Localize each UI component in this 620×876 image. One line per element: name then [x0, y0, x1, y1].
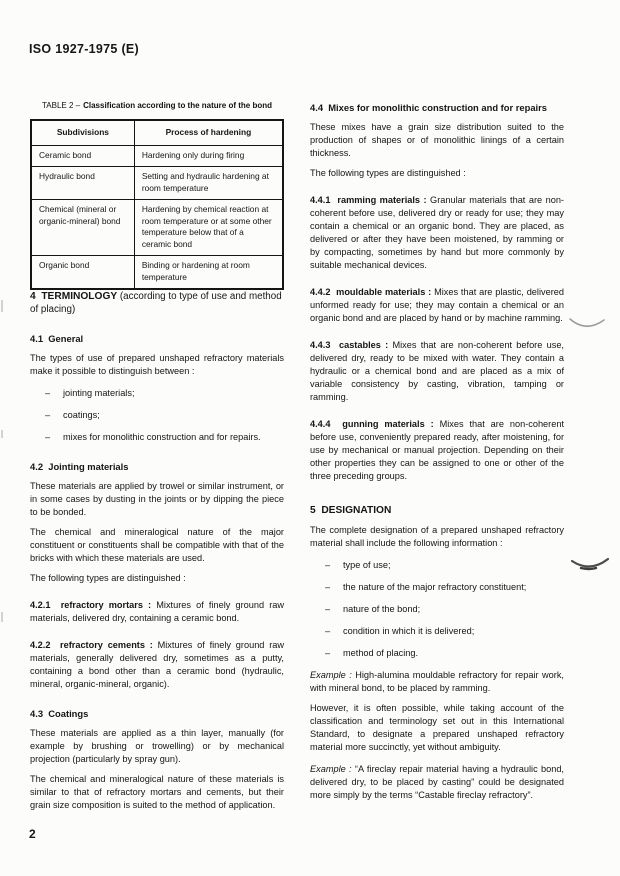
cell-process: Binding or hardening at room temperature [134, 256, 283, 290]
block-lead: 4.2 Jointing materials [30, 461, 129, 472]
list-item-text: method of placing. [343, 648, 419, 658]
table-header-subdivisions: Subdivisions [31, 120, 134, 145]
term-definition: 4.4.4 gunning materials : Mixes that are non-coherent before use, conveniently prepared ready, after moistening, for use by mechanical or manual projection. Depending on their other properties they can be assigned to one or other of the three preceding groups. [310, 419, 565, 481]
left-column [30, 99, 284, 812]
example-paragraph: Example : High-alumina mouldable refractory for repair work, with mineral bond, to be placed by ramming. [310, 670, 564, 693]
paragraph: The chemical and mineralogical nature of the major constituent or constituents shall be compatible with that of the bricks with which these materials are used. [30, 527, 284, 563]
bond-table-body [31, 145, 283, 289]
dash-list [30, 387, 284, 444]
term-definition: 4.4.1 ramming materials : Granular materials that are non-coherent before use, delivered dry or ready for use; they may contain a chemical or an organic bond. They are placed, as delivered or after they have been moistened, by ramming or by compacting, sometimes by hand but more commonly by suitable mechanical devices. [310, 195, 564, 270]
block-lead: 4.2.1 refractory mortars : [30, 600, 152, 610]
dash-icon: – [325, 648, 331, 658]
example-paragraph: Example : “A fireclay repair material having a hydraulic bond, delivered dry, to be placed by casting” could be designated more simply by the terms “Castable fireclay refractory”. [310, 764, 564, 800]
dash-icon: – [325, 582, 331, 592]
dash-icon: – [325, 626, 331, 636]
list-item [310, 581, 564, 594]
subsection-heading [30, 707, 284, 720]
block-lead: 4.4 Mixes for monolithic construction and for repairs [310, 102, 548, 113]
term-definition: 4.2.1 refractory mortars : Mixtures of finely ground raw materials, delivered dry, containing a ceramic bond. [30, 600, 285, 623]
paragraph: However, it is often possible, while taking account of the classification and terminology set out in this International Standard, to designate a prepared unshaped refractory material more succinctly, yet without ambiguity. [310, 703, 564, 752]
list-item-text: nature of the bond; [343, 604, 421, 614]
list-item [310, 625, 564, 638]
list-item-text: type of use; [343, 560, 391, 570]
table-caption-prefix: TABLE 2 – [42, 101, 81, 110]
block-lead: Example : [310, 670, 352, 680]
dash-icon: – [325, 560, 331, 570]
paragraph: These mixes have a grain size distribution suited to the production of shapes or of monolithic linings of a certain thickness. [310, 122, 564, 158]
document-number: ISO 1927-1975 (E) [29, 42, 140, 56]
block-lead: 5 DESIGNATION [310, 505, 392, 516]
list-item [310, 559, 564, 572]
dash-icon: – [45, 388, 51, 398]
block-lead: 4.2.2 refractory cements : [30, 640, 153, 650]
paragraph: These materials are applied as a thin layer, manually (for example by brushing or trowelling) or by mechanical projection (particularly by spray gun). [30, 728, 284, 764]
right-column-blocks [310, 101, 564, 802]
block-lead: 4.4.2 mouldable materials : [310, 287, 432, 297]
cell-process: Hardening by chemical reaction at room temperature or at some other temperature below that of a ceramic bond [134, 200, 283, 256]
term-definition: 4.4.2 mouldable materials : Mixes that are plastic, delivered unformed ready for use; they may contain a chemical or an organic bond and are placed by hand or by machine ramming. [310, 287, 564, 323]
cell-subdivision: Chemical (mineral or organic-mineral) bond [31, 200, 134, 256]
block-lead: 4.4.1 ramming materials : [310, 195, 427, 205]
table-row [31, 145, 283, 167]
page-number: 2 [29, 827, 36, 841]
list-item [30, 431, 284, 444]
list-item-text: the nature of the major refractory constituent; [343, 582, 527, 592]
cell-process: Hardening only during firing [134, 145, 283, 167]
paragraph: The types of use of prepared unshaped refractory materials make it possible to distinguish between : [30, 353, 284, 376]
list-item [310, 603, 564, 616]
dash-icon: – [45, 410, 51, 420]
block-lead: 4 TERMINOLOGY [30, 291, 118, 302]
table-caption-title: Classification according to the nature of the bond [83, 101, 272, 110]
term-definition: 4.2.2 refractory cements : Mixtures of finely ground raw materials, generally delivered dry, sometimes as a putty, containing a bond other than a ceramic bond (hydraulic, mineral, organic-mineral, organic). [30, 640, 284, 689]
scan-noise [1, 430, 3, 438]
paragraph: The chemical and mineralogical nature of these materials is similar to that of refractory mortars and cements, but their grain size composition is suited to the method of application. [30, 774, 284, 810]
scan-mark-icon [567, 310, 607, 336]
table-caption [30, 99, 284, 112]
subsection-heading [30, 332, 284, 345]
scan-mark-icon [569, 550, 611, 576]
list-item [310, 647, 564, 660]
table-header-process: Process of hardening [134, 120, 283, 145]
paragraph: The complete designation of a prepared unshaped refractory material shall include the following information : [310, 525, 564, 548]
block-lead: 4.3 Coatings [30, 708, 89, 719]
paragraph: The following types are distinguished : [310, 168, 466, 178]
list-item-text: mixes for monolithic construction and for repairs. [63, 432, 261, 442]
table-header-row [31, 120, 283, 145]
list-item [30, 409, 284, 422]
dash-list [310, 559, 564, 660]
block-lead: 4.1 General [30, 333, 84, 344]
list-item-text: condition in which it is delivered; [343, 626, 475, 636]
right-column [310, 101, 564, 802]
list-item [30, 387, 284, 400]
bond-classification-table [30, 119, 284, 290]
paragraph: These materials are applied by trowel or similar instrument, or in some cases by dusting in the joints or by dipping the piece to be bonded. [30, 481, 284, 517]
section-heading [310, 504, 564, 517]
cell-subdivision: Ceramic bond [31, 145, 134, 167]
block-lead: Example : [310, 764, 352, 774]
subsection-heading [310, 101, 564, 114]
block-lead: 4.4.4 gunning materials : [310, 419, 434, 429]
table-row [31, 256, 283, 290]
dash-icon: – [45, 432, 51, 442]
dash-icon: – [325, 604, 331, 614]
block-lead: 4.4.3 castables : [310, 340, 389, 350]
term-definition: 4.4.3 castables : Mixes that are non-coherent before use, delivered dry, ready to be mixed with water. They contain a hydraulic or a chemical bond and are placed as a mix of variable consistency by casting, vibration, tamping or ramming. [310, 340, 564, 402]
table-row [31, 200, 283, 256]
scan-noise [1, 300, 3, 312]
section-heading: 4 TERMINOLOGY (according to type of use and method of placing) [30, 291, 282, 315]
left-column-blocks [30, 290, 284, 812]
cell-subdivision: Organic bond [31, 256, 134, 290]
list-item-text: jointing materials; [63, 388, 135, 398]
cell-process: Setting and hydraulic hardening at room temperature [134, 167, 283, 200]
table-row [31, 167, 283, 200]
list-item-text: coatings; [63, 410, 100, 420]
cell-subdivision: Hydraulic bond [31, 167, 134, 200]
scan-noise [1, 612, 3, 622]
subsection-heading [30, 460, 284, 473]
paragraph: The following types are distinguished : [30, 573, 186, 583]
